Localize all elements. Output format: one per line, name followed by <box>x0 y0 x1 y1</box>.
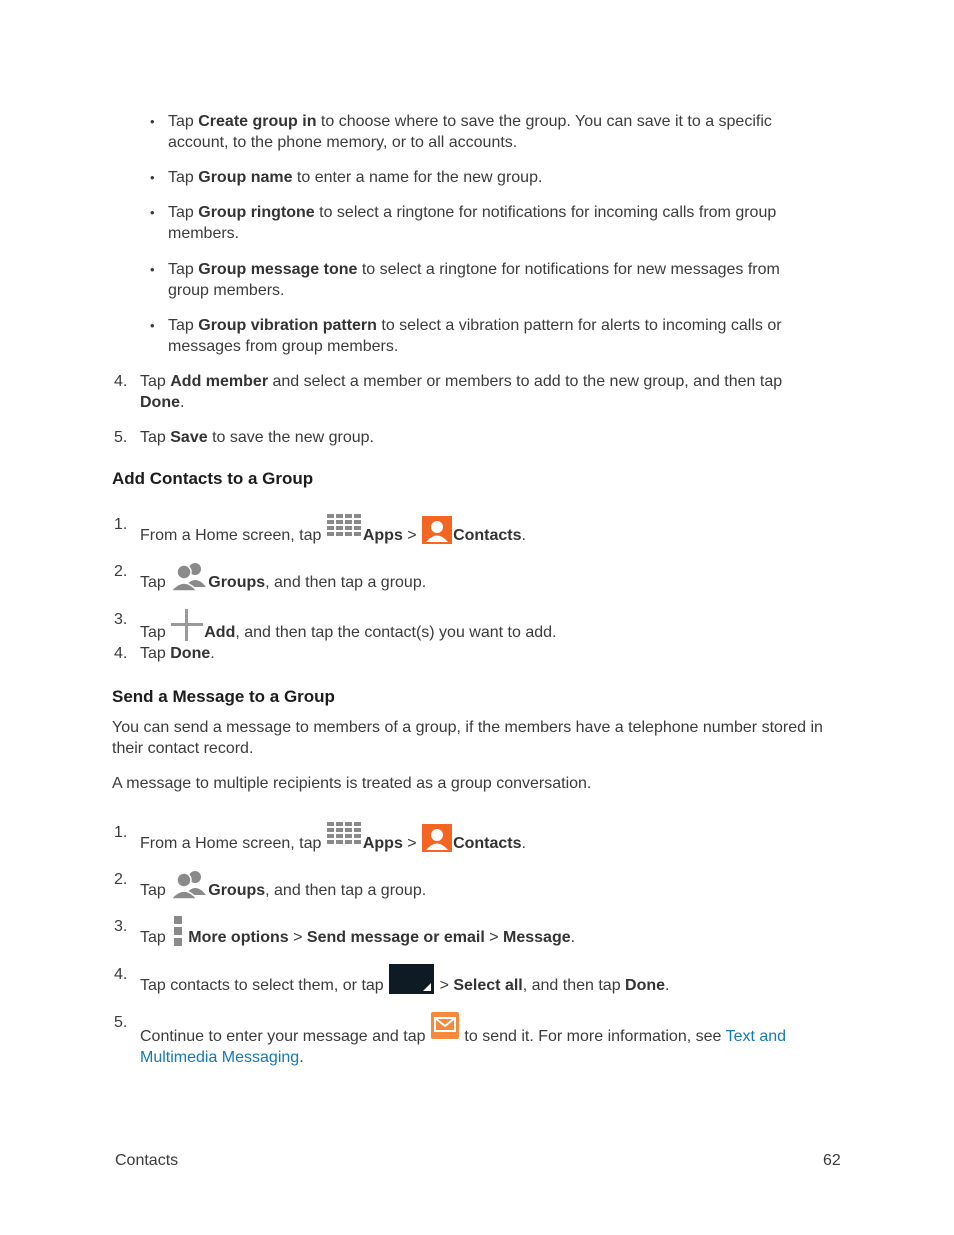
step-text: . <box>665 977 670 994</box>
step-term: Add member <box>170 373 269 390</box>
bullet-text: to select a vibration pattern for alerts to incoming calls or messages from group members. <box>168 317 782 355</box>
send-message-icon <box>431 1012 459 1045</box>
step-text: Tap <box>140 429 171 446</box>
bullet-term: Create group in <box>198 113 317 130</box>
step-text: to send it. For more information, see <box>459 1028 726 1045</box>
step-text: . <box>299 1049 304 1066</box>
step-text: From a Home screen, tap <box>140 527 326 544</box>
step-tap-done <box>114 643 844 664</box>
step-text: . <box>521 835 526 852</box>
step-select-all <box>114 964 844 1000</box>
apps-grid-icon <box>327 514 362 550</box>
bullet-group-ringtone <box>150 202 820 244</box>
bullet-text: to enter a name for the new group. <box>292 169 543 186</box>
step-number: 1. <box>114 516 128 533</box>
bullet-text: to choose where to save the group. You can save it to a specific account, to the phone memory, or to all accounts. <box>168 113 772 151</box>
step-number: 4. <box>114 966 128 983</box>
step-number: 5. <box>114 429 128 446</box>
step-text: Tap <box>140 882 171 899</box>
select-all-label: Select all <box>453 977 523 994</box>
step-number: 4. <box>114 645 128 662</box>
step-term: Done <box>140 394 180 411</box>
step-open-contacts-send <box>114 822 844 858</box>
step-number: 2. <box>114 871 128 888</box>
step-text: > <box>402 835 422 852</box>
heading-add-contacts: Add Contacts to a Group <box>112 469 314 488</box>
groups-icon <box>171 561 207 597</box>
apps-label: Apps <box>362 835 403 852</box>
bullet-group-name <box>150 167 820 188</box>
step-number: 3. <box>114 918 128 935</box>
step-open-contacts <box>114 514 844 550</box>
done-label: Done <box>170 645 211 662</box>
step-text: , and then tap a group. <box>265 882 427 899</box>
step-text: . <box>570 929 576 946</box>
step-text: Tap <box>140 574 171 591</box>
bullet-text: Tap <box>168 204 199 221</box>
apps-label: Apps <box>362 527 403 544</box>
bullet-create-group-in <box>150 111 820 153</box>
more-options-label: More options <box>188 929 289 946</box>
footer-page-number: 62 <box>823 1152 841 1169</box>
heading-send-message: Send a Message to a Group <box>112 687 335 706</box>
more-options-icon <box>174 916 182 952</box>
step-tap-add <box>114 609 844 647</box>
step-text: Tap contacts to select them, or tap <box>140 977 389 994</box>
step-text: Tap <box>140 624 171 641</box>
text-multimedia-messaging-link[interactable]: Text and Multimedia Messaging <box>140 1028 787 1066</box>
paragraph-group-conversation: A message to multiple recipients is treated as a group conversation. <box>112 775 592 792</box>
step-text: > <box>484 929 504 946</box>
step-tap-groups <box>114 561 844 597</box>
bullet-text: to select a ringtone for notifications for new messages from group members. <box>168 261 780 299</box>
step-term: Save <box>170 429 208 446</box>
groups-label: Groups <box>208 882 266 899</box>
message-label: Message <box>503 929 571 946</box>
plus-icon <box>171 609 203 647</box>
paragraph-send-intro: You can send a message to members of a group, if the members have a telephone number stored in their contact record. <box>112 719 823 757</box>
step-tap-groups-send <box>114 869 844 905</box>
contacts-icon <box>422 824 452 858</box>
step-text: to save the new group. <box>207 429 374 446</box>
step-number: 3. <box>114 611 128 628</box>
send-message-label: Send message or email <box>306 929 485 946</box>
step-text: . <box>210 645 215 662</box>
step-add-member <box>114 371 814 413</box>
add-label: Add <box>204 624 236 641</box>
bullet-group-message-tone <box>150 259 820 301</box>
step-text: . <box>180 394 185 411</box>
bullet-term: Group message tone <box>198 261 358 278</box>
step-number: 1. <box>114 824 128 841</box>
step-save <box>114 427 844 448</box>
step-text: Tap <box>140 929 171 946</box>
step-text: > <box>435 977 454 994</box>
bullet-text: to select a ringtone for notifications for incoming calls from group members. <box>168 204 777 242</box>
step-number: 5. <box>114 1014 128 1031</box>
step-text: Continue to enter your message and tap <box>140 1028 430 1045</box>
step-send-message <box>114 1012 814 1068</box>
step-number: 2. <box>114 563 128 580</box>
groups-label: Groups <box>208 574 266 591</box>
bullet-term: Group name <box>198 169 293 186</box>
apps-grid-icon <box>327 822 362 858</box>
step-text: From a Home screen, tap <box>140 835 326 852</box>
contacts-icon <box>422 516 452 550</box>
bullet-text: Tap <box>168 113 199 130</box>
bullet-term: Group vibration pattern <box>198 317 377 334</box>
bullet-text: Tap <box>168 169 199 186</box>
bullet-group-vibration-pattern <box>150 315 820 357</box>
step-text: . <box>521 527 526 544</box>
step-text: > <box>402 527 422 544</box>
groups-icon <box>171 869 207 905</box>
contacts-label: Contacts <box>453 527 522 544</box>
bullet-text: Tap <box>168 317 199 334</box>
step-more-options <box>114 916 844 952</box>
step-text: > <box>288 929 307 946</box>
bullet-text: Tap <box>168 261 199 278</box>
select-dropdown-icon <box>389 964 434 1000</box>
step-text: , and then tap <box>522 977 626 994</box>
step-text: , and then tap a group. <box>265 574 427 591</box>
contacts-label: Contacts <box>453 835 522 852</box>
step-text: Tap <box>140 373 171 390</box>
step-text: , and then tap the contact(s) you want to add. <box>235 624 557 641</box>
done-label: Done <box>625 977 666 994</box>
step-text: and select a member or members to add to the new group, and then tap <box>268 373 783 390</box>
step-number: 4. <box>114 373 128 390</box>
bullet-term: Group ringtone <box>198 204 315 221</box>
step-text: Tap <box>140 645 171 662</box>
footer-section-name: Contacts <box>115 1152 179 1169</box>
